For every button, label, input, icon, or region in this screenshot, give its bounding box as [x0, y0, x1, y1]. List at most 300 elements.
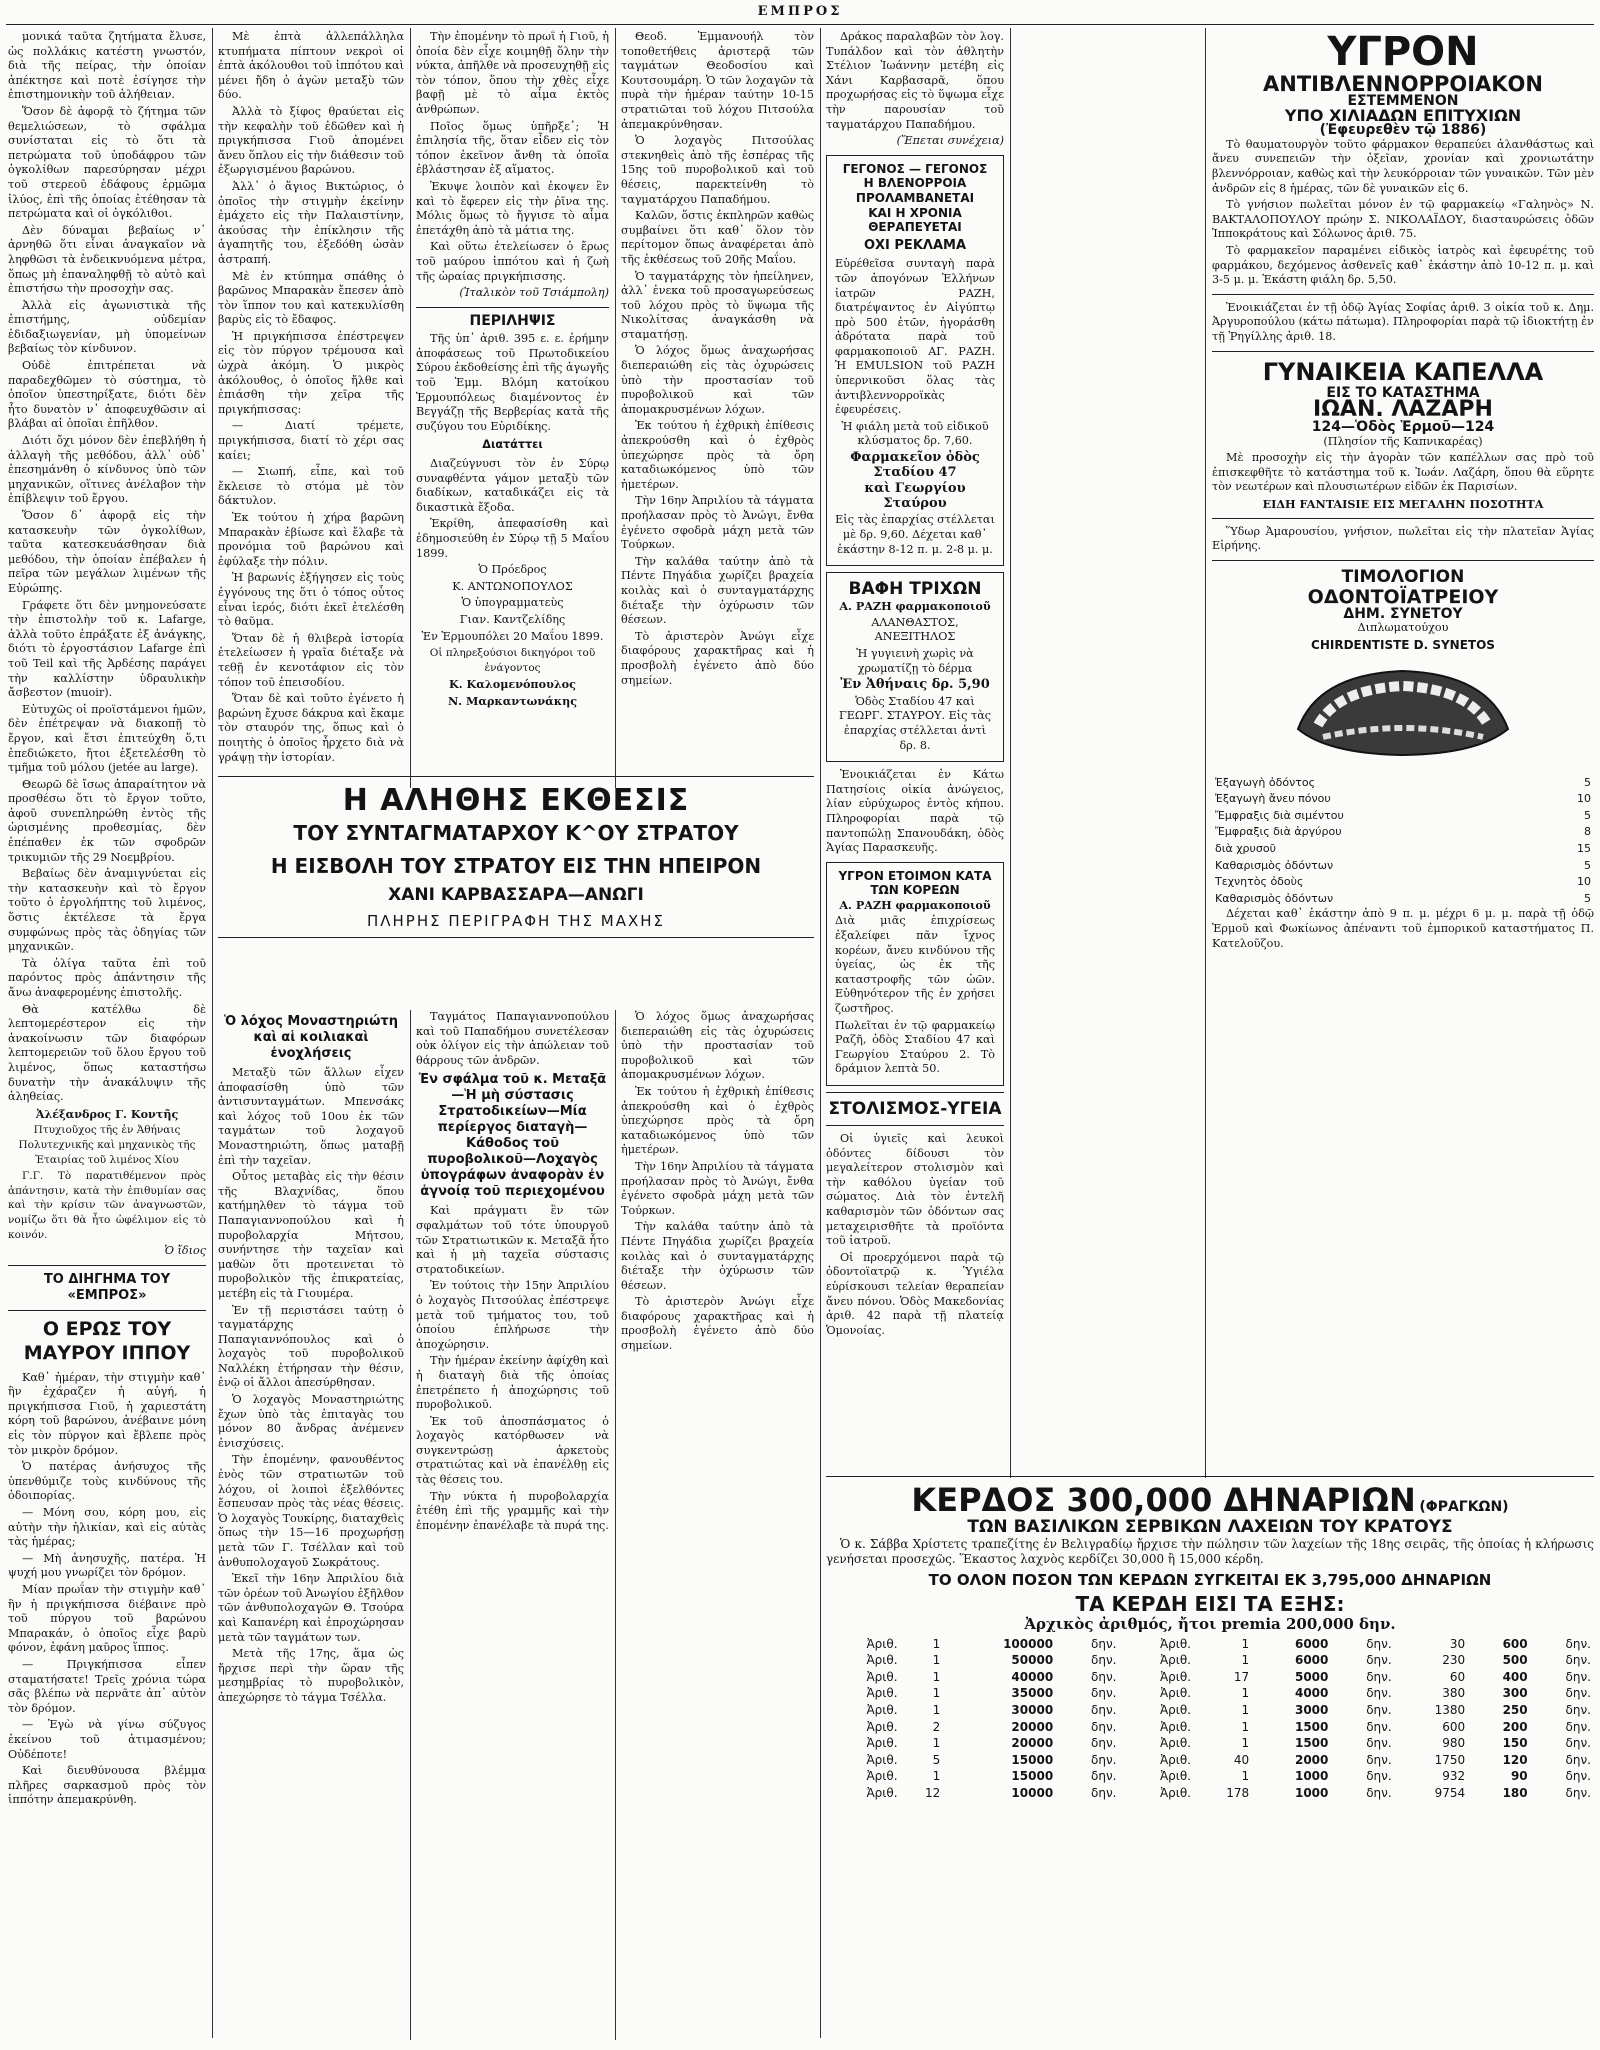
pharmacy-address: Φαρμακεῖον ὁδὸς Σταδίου 47 [850, 450, 980, 480]
prize-cell: 200 [1502, 1719, 1528, 1734]
prize-cell: 230 [1442, 1653, 1466, 1668]
price-value: 5 [1584, 775, 1591, 789]
prize-cell: 1 [1241, 1719, 1250, 1734]
kerdos-ad [826, 1470, 1594, 2040]
lawyer-1: Κ. Καλομενόπουλος [449, 677, 576, 692]
paragraph: Ὅσον δ᾿ ἀφορᾷ εἰς τὴν κατασκευὴν τῶν ὀγκολίθων, ταῦτα κατεσκευάσθησαν διὰ μεθόδου, τὴν ὁποίαν ἐπέβαλεν ἡ πεῖρα τῶν μεγάλων λιμένων τῆς Εὐρώπης. [8, 509, 206, 595]
gegonos-headline-3: ΟΧΙ ΡΕΚΛΑΜΑ [863, 237, 967, 253]
paragraph: Τὸ φαρμακεῖον παραμένει εἰδικὸς ἰατρὸς καὶ ἐφευρέτης τοῦ φαρμάκου, δεχόμενος ἀσθενεῖς καθ᾿ ἑκάστην ἀπὸ 10-12 π. μ. καὶ 3-5 μ. μ. Ἑκάστη φιάλη δρ. 5,50. [1212, 243, 1594, 287]
prize-cell: 35000 [1011, 1686, 1054, 1701]
prize-cell: 150 [1502, 1736, 1528, 1751]
prize-cell: 932 [1442, 1769, 1466, 1784]
stolismos-title: ΣΤΟΛΙΣΜΟΣ-ΥΓΕΙΑ [828, 1099, 1002, 1119]
divider [1212, 351, 1594, 352]
paragraph: Τὴν ἑπομένην, φανουθέντος ἐνὸς τῶν στρατιωτῶν τοῦ λόχου, οἱ λοιποὶ ἐξελθόντες ἔσπευσαν πρὸς τὰς νέας θέσεις. Ὁ λοχαγὸς Τουκίρης, διαταχθεὶς ὅπως τὴν 15—16 προχωρήσῃ μετὰ τῶν Γ. Τσέλλαν καὶ τοῦ ἀνθυπολοχαγοῦ Σωκράτους. [218, 1453, 404, 1569]
paragraph: Διότι ὄχι μόνον δὲν ἐπεβλήθη ἡ ἀλλαγὴ τῆς μεθόδου, ἀλλ᾿ οὐδ᾿ ἐπεσημάνθη ὁ κίνδυνος ὑπὸ τῶν μηχανικῶν, οἵτινες ἀνέλαβον τὴν ἐπίβλεψιν τοῦ ἔργου. [8, 434, 206, 506]
paragraph: Ὅταν δὲ καὶ τοῦτο ἐγένετο ἡ βαρώνη ἔχυσε δάκρυα καὶ ἔκαμε τὸν σταυρόν της, ὅπως καὶ ὁ ποιητὴς ὁ ὁποῖος ἦρχετο διὰ νὰ γράψῃ τὴν ἱστορίαν. [218, 692, 404, 764]
divider [826, 1476, 1594, 1477]
timologio-name-3: CHIRDENTISTE D. SYNETOS [1311, 638, 1495, 653]
prize-cell: δην. [1366, 1653, 1392, 1668]
prize-cell: 10000 [1011, 1785, 1054, 1800]
divider [218, 776, 814, 777]
prize-cell: δην. [1366, 1669, 1392, 1684]
prize-cell: δην. [1091, 1686, 1117, 1701]
prize-cell: δην. [1091, 1719, 1117, 1734]
prize-cell: Ἀριθ. [866, 1636, 898, 1651]
ygron-koreon-body: Διὰ μιᾶς ἐπιχρίσεως ἐξαλείφει πᾶν ἴχνος κορέων, ἄνευ κινδύνου τῆς ὑγείας, ὡς ἐκ τῆς καταστροφῆς τῶν ὠῶν. Εὐθηνότερον τῆς ἐν χρήσει ζωστῆρος. [835, 914, 995, 1016]
price-item: Τεχνητὸς ὀδοὺς [1215, 875, 1304, 889]
prize-cell: 5000 [1294, 1669, 1329, 1684]
gegonos-headline-1: Η ΒΛΕΝΟΡΡΟΙΑ ΠΡΟΛΑΜΒΑΝΕΤΑΙ [855, 176, 975, 205]
paragraph: Ἡ πριγκήπισσα ἐπέστρεψεν εἰς τὸν πύργον τρέμουσα καὶ ὠχρὰ ἀκόμη. Ὁ μικρὸς ἀκόλουθος, ὁ ὁποῖος ἤλθε καὶ ἐπιάσθη τὴν χεῖρα τῆς πριγκήπισσας: [218, 329, 404, 416]
prize-cell: 17 [1233, 1669, 1250, 1684]
prize-cell: 1 [932, 1769, 941, 1784]
timologio-subtitle: ΟΔΟΝΤΟΪΑΤΡΕΙΟΥ [1307, 585, 1499, 608]
price-item: Καθαρισμὸς ὀδόντων [1215, 891, 1334, 905]
battle-column-c [621, 1010, 814, 2040]
kerdos-total: ΤΟ ΟΛΟΝ ΠΟΣΟΝ ΤΩΝ ΚΕΡΔΩΝ ΣΥΓΚΕΙΤΑΙ ΕΚ 3,795,000 ΔΗΝΑΡΙΩΝ [928, 1571, 1492, 1589]
kapela-name: ΙΩΑΝ. ΛΑΖΑΡΗ [1313, 397, 1493, 423]
denture-svg [1278, 659, 1528, 769]
story-kicker: ΤΟ ΔΙΗΓΗΜΑ ΤΟΥ «ΕΜΠΡΟΣ» [43, 1271, 171, 1303]
prize-row [826, 1636, 1594, 1653]
prize-cell: δην. [1565, 1736, 1591, 1751]
kapela-title: ΓΥΝΑΙΚΕΙΑ ΚΑΠΕΛΛΑ [1262, 357, 1544, 386]
prize-row [826, 1652, 1594, 1669]
paragraph: Ἐκ τούτου ἡ χήρα βαρῶνη Μπαρακὰν ἐβίωσε καὶ ἔλαβε τὰ προνόμια τοῦ βαρώνου καὶ ἐφύλαξε τὴν πόλιν. [218, 511, 404, 568]
price-value: 8 [1584, 825, 1591, 839]
column-rule [1205, 28, 1206, 1478]
prize-cell: 15000 [1011, 1752, 1054, 1767]
divider [8, 1310, 206, 1311]
prize-cell: δην. [1366, 1785, 1392, 1800]
paragraph: Ἐκρίθη, ἀπεφασίσθη καὶ ἐδημοσιεύθη ἐν Σύρῳ τῇ 5 Μαΐου 1899. [416, 517, 609, 560]
price-item: διὰ χρυσοῦ [1215, 842, 1276, 855]
paragraph: Ταγμάτος Παπαγιαννοπούλου καὶ τοῦ Παπαδήμου συνετέλεσαν οὐκ ὀλίγον εἰς τὴν ἀπώλειαν τοῦ θάρρους τῶν ἀνδρῶν. [416, 1010, 609, 1067]
column-rule [615, 1010, 616, 2040]
divider [826, 1125, 1004, 1126]
rent-notice-2: Ἐνοικιάζεται ἐν τῇ ὁδῷ Ἁγίας Σοφίας ἀριθ. 3 οἰκία τοῦ κ. Δημ. Ἀργυροπούλου (κάτω πάτωμα). Πληροφορίαι παρὰ τῷ ἰδιοκτήτῃ ἐν τῇ Ῥηγίλλης ἀριθ. 18. [1212, 300, 1594, 343]
prize-cell: 1 [1241, 1636, 1250, 1651]
paragraph: Ὅταν δὲ ἡ θλιβερὰ ἱστορία ἐτελείωσεν ἡ γραῖα διέταξε νὰ τεθῇ ἐν κενοτάφιον εἰς τὸν τόπον τοῦ ἐπεισοδίου. [218, 631, 404, 689]
prize-table [826, 1636, 1594, 1802]
price-item: Ἔμφραξις διὰ ἀργύρου [1215, 825, 1342, 839]
shipping-note: Εἰς τὰς ἐπαρχίας στέλλεται μὲ δρ. 9,60. Δέχεται καθ᾿ ἑκάστην 8-12 π. μ. 2-8 μ. μ. [835, 513, 995, 556]
paragraph: Οὐδὲ ἐπιτρέπεται νὰ παραδεχθῶμεν τὸ σύστημα, τὸ ὁποῖον ὑπεστηρίξατε, διότι δὲν ἦτο δυνατὸν ν᾿ ἀποφευχθῶσιν αἱ βλάβαι αἱ ὁποῖαι ἐπῆλθον. [8, 359, 206, 431]
prize-cell: δην. [1366, 1719, 1392, 1734]
prize-cell: 1000 [1294, 1769, 1329, 1784]
paragraph: Ἐκ τοῦ ἀποσπάσματος ὁ λοχαγὸς κατόρθωσεν νὰ συγκεντρώσῃ ἀρκετοὺς στρατιώτας καὶ νὰ ἐπανέλθῃ εἰς τὰς θέσεις του. [416, 1414, 609, 1487]
paragraph: Θὰ κατέλθω δὲ λεπτομερέστερον εἰς τὴν ἀνακοίνωσιν τῶν διαφόρων λεπτομερειῶν τοῦ ὅλου ἔργου τοῦ λιμένος, ὅπως καταστήσω δυνατὴν τὴν ἀνακάλυψιν τῆς ἀληθείας. [8, 1002, 206, 1104]
denture-illustration [1278, 659, 1528, 769]
prize-cell: Ἀριθ. [1159, 1769, 1191, 1784]
prize-cell: 178 [1226, 1785, 1250, 1800]
kerdos-subtitle: ΤΩΝ ΒΑΣΙΛΙΚΩΝ ΣΕΡΒΙΚΩΝ ΛΑΧΕΙΩΝ ΤΟΥ ΚΡΑΤΟΥΣ [967, 1517, 1453, 1537]
prize-cell: 5 [932, 1752, 941, 1767]
paragraph: Ἐκ τούτου ἡ ἐχθρικὴ ἐπίθεσις ἀπεκρούσθη καὶ ὁ ἐχθρὸς ὑπεχώρησε πρὸς τὰ ὄρη καταδιωκόμενος ὑπὸ τῶν ἡμετέρων. [621, 1084, 814, 1157]
continues-note: (Ἕπεται συνέχεια) [896, 134, 1004, 148]
paragraph: Μετὰ τῆς 17ης, ἅμα ὡς ἤρχισε περὶ τὴν ὥραν τῆς μεσημβρίας τὸ πυροβολικὸν, ἀπεχώρησε τὸ τάγμα Τσέλλα. [218, 1647, 404, 1704]
vafi-ad [826, 572, 1004, 762]
prize-cell: δην. [1565, 1636, 1591, 1651]
ygron-koreon-title: ΥΓΡΟΝ ΕΤΟΙΜΟΝ ΚΑΤΑ ΤΩΝ ΚΟΡΕΩΝ [838, 868, 992, 898]
column-2 [218, 30, 404, 785]
paragraph: Ἐκ τούτου ἡ ἐχθρικὴ ἐπίθεσις ἀπεκρούσθη καὶ ὁ ἐχθρὸς ὑπεχώρησε πρὸς τὰ ὄρη καταδιωκόμενος ὑπὸ τῶν ἡμετέρων. [621, 419, 814, 491]
column-rule [615, 28, 616, 788]
prize-cell: 40000 [1011, 1669, 1054, 1684]
kapela-subtitle: ΕΙΣ ΤΟ ΚΑΤΑΣΤΗΜΑ [1326, 384, 1480, 401]
paragraph: Ὁ λοχαγὸς Μοναστηριώτης ἔχων ὑπὸ τὰς ἐπιταγὰς του μόνον 80 ἄνδρας ἀνέμενεν ἐνισχύσεις. [218, 1393, 404, 1450]
paragraph: Ὁ λοχαγὸς Πιτσούλας στεκνηθεὶς ἀπὸ τῆς ἑσπέρας τῆς 15ης τοῦ πυροβολικοῦ καὶ τοῦ θέσεις, παρεκτείνθη τὸ ταγματάρχου Παπαδήμου. [621, 134, 814, 206]
paragraph: Καὶ οὕτω ἐτελείωσεν ὁ ἔρως τοῦ μαύρου ἱππότου καὶ ἡ ζωὴ τῆς ὡραίας πριγκήπισσης. [416, 240, 609, 283]
signature-name: Ἀλέξανδρος Γ. Κοντῆς [35, 1106, 179, 1121]
price-value: 10 [1577, 792, 1591, 806]
prize-cell: δην. [1091, 1669, 1117, 1684]
price-row [1212, 824, 1594, 841]
price-value: 5 [1584, 808, 1591, 822]
prize-cell: 400 [1502, 1669, 1528, 1684]
prize-cell: δην. [1091, 1785, 1117, 1800]
paragraph: Τὴν 16ην Ἀπριλίου τὰ τάγματα προήλασαν πρὸς τὸ Ἀνώγι, ἔνθα ἐγένετο σφοδρὰ μάχη μετὰ τῶν Τούρκων. [621, 1159, 814, 1217]
price-item: Ἐξαγωγὴ ἄνευ πόνου [1215, 792, 1331, 806]
paragraph: Μίαν πρωΐαν τὴν στιγμὴν καθ᾿ ἣν ἡ πριγκήπισσα διέβαινε πρὸ τοῦ πύργου τοῦ βαρώνου Μπαρακάν, ὁ ὁποῖος εἶχε βαρὺ φόνον, ἐφάνη μαῦρος ἵππος. [8, 1583, 206, 1655]
price-row [1212, 841, 1594, 858]
paragraph: Τὸ γνήσιον πωλεῖται μόνον ἐν τῷ φαρμακείῳ «Γαληνὸς» Ν. ΒΑΚΤΑΛΟΠΟΥΛΟΥ πρώην Σ. ΝΙΚΟΛΑΪΔΟΥ, διασταυρώσεις ὁδῶν Ἱπποκράτους καὶ Σόλωνος ἀριθ. 75. [1212, 198, 1594, 241]
prize-cell: 6000 [1294, 1653, 1329, 1668]
prize-cell: 20000 [1011, 1736, 1054, 1751]
prize-cell: δην. [1091, 1702, 1117, 1717]
paragraph: — Μόνη σου, κόρη μου, εἰς αὐτὴν τὴν ἡλικίαν, καὶ εἰς αὐτὰς τὰς ἡμέρας; [8, 1506, 206, 1549]
prize-cell: 600 [1502, 1636, 1528, 1651]
paragraph: Τὴν ἡμέραν ἐκείνην ἀφίχθη καὶ ἡ διαταγὴ διὰ τῆς ὁποίας ἐπετρέπετο ἡ ἀποχώρησις τοῦ πυροβολικοῦ. [416, 1354, 609, 1412]
ydor-notice: Ὕδωρ Ἀμαρουσίου, γνήσιον, πωλεῖται εἰς τὴν πλατεῖαν Ἁγίας Εἰρήνης. [1212, 524, 1594, 553]
paragraph: Ἀλλ᾿ ὁ ἅγιος Βικτώριος, ὁ ὁποῖος τὴν στιγμὴν ἐκείνην ἐμάχετο εἰς τὴν Παλαιστίνην, ἀκούσας τὴν ἐπίκλησιν τῆς ἀγαπητῆς του, ἐξεδόθη ὡσὰν ἀστραπή. [218, 179, 404, 266]
paragraph: Ὁ λόχος ὅμως ἀναχωρήσας διεπεραιώθη εἰς τὰς ὀχυρώσεις ὑπὸ τὴν προστασίαν τοῦ πυροβολικοῦ καὶ τῶν ἀπομακρυσμένων λόχων. [621, 344, 814, 416]
column-1 [8, 30, 206, 2040]
prize-cell: δην. [1091, 1653, 1117, 1668]
paragraph: Ἀλλὰ τὸ ξίφος θραύεται εἰς τὴν κεφαλὴν τοῦ ἐδῶθεν καὶ ἡ πριγκήπισσα Γιοῦ ἀπομένει ἄνευ ὅπλου εἰς τὴν διάθεσιν τοῦ ἐξωργισμένου βαρώνου. [218, 104, 404, 177]
price-row [1212, 791, 1594, 808]
paragraph: Τὸ θαυματουργὸν τοῦτο φάρμακον θεραπεύει ἀλανθάστως καὶ ἄνευ συνεπειῶν τὴν ὀξεῖαν, χρονίαν καὶ χρονιωτάτην βλεννόρροιαν, καθὼς καὶ τὴν λευκόρροιαν τῶν γυναικῶν. Τῶν μὲν ἀνδρῶν εἰς 8 ἡμέρας, τῶν δὲ γυναικῶν εἰς 6. [1212, 137, 1594, 195]
prize-cell: Ἀριθ. [866, 1785, 898, 1800]
prize-cell: 1 [1241, 1736, 1250, 1751]
paragraph: Τὸ ἀριστερὸν Ἀνώγι εἶχε διαφόρους χαρακτῆρας καὶ ἡ προσβολὴ ἐγένετο ἀπὸ δύο σημείων. [621, 629, 814, 687]
column-ads-1 [826, 30, 1004, 1470]
main-headline [218, 770, 814, 944]
prize-row [826, 1669, 1594, 1686]
prize-row [826, 1685, 1594, 1702]
headline-line-4: ΧΑΝΙ ΚΑΡΒΑΣΣΑΡΑ—ΑΝΩΓΙ [388, 885, 644, 905]
paragraph: Μὲ ἐν κτύπημα σπάθης ὁ βαρῶνος Μπαρακὰν ἔπεσεν ἀπὸ τὸν ἵππον του καὶ κατεκυλίσθη βαρὺς εἰς τὸ ἔδαφος. [218, 269, 404, 327]
prize-cell: 15000 [1011, 1769, 1054, 1784]
prize-cell: 4000 [1294, 1686, 1329, 1701]
prize-row [826, 1785, 1594, 1802]
prize-cell: 1 [1241, 1653, 1250, 1668]
prize-cell: 380 [1442, 1686, 1466, 1701]
perilipsis-title: ΠΕΡΙΛΗΨΙΣ [469, 312, 556, 329]
ygron-year: (Ἐφευρεθὲν τῷ 1886) [1319, 122, 1487, 139]
gegonos-headline-2: ΚΑΙ Η ΧΡΟΝΙΑ ΘΕΡΑΠΕΥΕΤΑΙ [868, 205, 962, 235]
paragraph: Ἐκυψε λοιπὸν καὶ ἐκοψεν ἓν καὶ τὸ ἔφερεν εἰς τὴν ῥῖνα της. Μόλις ὅμως τὸ ἤγγισε τὸ αἷμα ἐπετάχθη ἀπὸ τὰ μάτια της. [416, 179, 609, 237]
prize-cell: 1 [1241, 1686, 1250, 1701]
paragraph: Οὗτος μεταβὰς εἰς τὴν θέσιν τῆς Βλαχνίδας, ὅπου κατήμηλθεν τὸ τάγμα τοῦ Παπαγιαννοπούλου καὶ ἡ πυροβολαρχία Μήτσου, συνήντησε τὴν ταχεῖαν καὶ μαθὼν ὅτι προτεινεται τὸ πυροβολικὸν τῆς ἐπικρατείας, μετέβη εἰς τὰ Γιουμέρα. [218, 1170, 404, 1300]
prize-cell: 180 [1502, 1785, 1528, 1800]
ygron-title: ΥΓΡΟΝ [1327, 30, 1479, 75]
paragraph: μονικά ταῦτα ζητήματα ἔλυσε, ὡς πολλάκις κατέστη γνωστόν, διὰ τῆς πείρας, τὴν ὁποίαν ἀπέκτησε καὶ ποτὲ ἐσίγησε τὴν ἐπιστημονικὴν τοῦ ἀλήθειαν. [8, 30, 206, 102]
prize-cell: 9754 [1434, 1785, 1466, 1800]
divider [1212, 518, 1594, 519]
kerdos-prizes-title: ΤΑ ΚΕΡΔΗ ΕΙΣΙ ΤΑ ΕΞΗΣ: [1075, 1591, 1345, 1616]
prize-cell: Ἀριθ. [866, 1769, 898, 1784]
lawyers-label: Οἱ πληρεξούσιοι δικηγόροι τοῦ ἐνάγοντος [429, 647, 596, 674]
story-source: (Ἰταλικὸν τοῦ Τσιάμπολη) [459, 286, 609, 300]
prize-cell: Ἀριθ. [1159, 1752, 1191, 1767]
paragraph: Ἐν τῇ περιστάσει ταύτῃ ὁ ταγματάρχης Παπαγιαννόπουλος καὶ ὁ λοχαγὸς τοῦ πυροβολικοῦ Ναλλέκη ἐτήρησαν τὴν θέσιν, ἐνῷ οἱ ἄλλοι ἀπεσύρθησαν. [218, 1303, 404, 1390]
prize-cell: δην. [1366, 1702, 1392, 1717]
kerdos-title: ΚΕΡΔΟΣ 300,000 ΔΗΝΑΡΙΩΝ [911, 1481, 1416, 1519]
price-item: Ἐξαγωγὴ ὀδόντος [1215, 775, 1316, 789]
paragraph: Τὴν καλάθα ταύτην ἀπὸ τὰ Πέντε Πηγάδια χωρίζει βραχεία κοιλὰς καὶ ὁ συνταγματάρχης διέταξε τὴν ὀχύρωσιν τῶν θέσεων. [621, 554, 814, 627]
prize-cell: 6000 [1294, 1636, 1329, 1651]
ygron-subtitle-3: ΥΠΟ ΧΙΛΙΑΔΩΝ ΕΠΙΤΥΧΙΩΝ [1284, 105, 1522, 125]
paragraph: — Μὴ ἀνησυχῆς, πατέρα. Ἡ ψυχή μου γνωρίζει τὸν δρόμον. [8, 1551, 206, 1580]
paragraph: Καθ᾿ ἡμέραν, τὴν στιγμὴν καθ᾿ ἣν ἐχάραζεν ἡ αὐγή, ἡ πριγκήπισσα Γιοῦ, ἡ χαριεστάτη κόρη τοῦ βαρώνου, ἀνέβαινε μόνη εἰς τὸν πύργον καὶ ἔβλεπε πρὸς τὸν μικρὸν δρόμον. [8, 1370, 206, 1457]
battle-subhead-1: Ὁ λόχος Μοναστηριώτη καὶ αἱ κοιλιακαὶ ἐνοχλήσεις [224, 1014, 398, 1061]
paragraph: Τὴν καλάθα ταύτην ἀπὸ τὰ Πέντε Πηγάδια χωρίζει βραχεία κοιλὰς καὶ ὁ συνταγματάρχης διέταξε τὴν ὀχύρωσιν τῶν θέσεων. [621, 1220, 814, 1292]
paragraph: Τὴν νύκτα ἡ πυροβολαρχία ἐτέθη ἐπὶ τῆς γραμμῆς καὶ τὴν ἐπομένην ἐπανέλαβε τὰ πυρά της. [416, 1489, 609, 1532]
column-rule [1010, 28, 1011, 1478]
president: Κ. ΑΝΤΩΝΟΠΟΥΛΟΣ [452, 579, 573, 593]
paragraph: Ἀλλὰ εἰς ἀγωνιστικὰ τῆς ἐπιστήμης, οὐδεμίαν ἐδιδαξιωγενίαν, μὴ ὑπομείνων βεβαίως τὸν κίνδυνον. [8, 298, 206, 356]
clerk-label: Ὁ ὑπογραμματεὺς [461, 596, 564, 610]
prize-cell: Ἀριθ. [1159, 1669, 1191, 1684]
prize-cell: Ἀριθ. [866, 1669, 898, 1684]
paragraph: — Πριγκήπισσα εἶπεν σταματήσατε! Τρεῖς χρόνια τώρα σᾶς βλέπω νὰ περνᾶτε ἀπ᾿ αὐτὸν τὸν δρόμον. [8, 1657, 206, 1715]
ygron-subtitle-2: ΕΣΤΕΜΜΕΝΟΝ [1347, 93, 1459, 109]
prize-cell: δην. [1565, 1785, 1591, 1800]
paragraph: Καὶ διευθύνουσα βλέμμα πλῆρες σαρκασμοῦ πρὸς τὸν ἱππότην ἀπεμακρύνθη. [8, 1764, 206, 1807]
postscript: Γ.Γ. Τὸ παρατιθέμενον πρὸς ἀπάντησιν, κατὰ τὴν ἐπιθυμίαν σας καὶ τὴν κρίσιν τῶν ἀναγνωστῶν, νομίζω ὅτι θὰ ἦτο ὠφέλιμον εἰς τὸ κοινόν. [8, 1170, 206, 1241]
prize-cell: 1 [1241, 1702, 1250, 1717]
prize-cell: 2000 [1294, 1752, 1329, 1767]
prize-cell: δην. [1366, 1636, 1392, 1651]
prize-cell: 40 [1233, 1752, 1250, 1767]
prize-cell: δην. [1366, 1769, 1392, 1784]
price-row [1212, 775, 1594, 792]
ygron-subtitle: ΑΝΤΙΒΛΕΝΝΟΡΡΟΙΑΚΟΝ [1263, 72, 1543, 96]
vafi-price: Ἐν Ἀθήναις δρ. 5,90 [840, 677, 990, 693]
prize-cell: 30 [1449, 1636, 1466, 1651]
story-title: Ο ΕΡΩΣ ΤΟΥ ΜΑΥΡΟΥ ΙΠΠΟΥ [23, 1317, 191, 1364]
prize-cell: δην. [1565, 1702, 1591, 1717]
pharmacy-address-2: καὶ Γεωργίου Σταύρου [864, 481, 966, 511]
price-row [1212, 874, 1594, 891]
paragraph: Καὶ πράγματι ἓν τῶν σφαλμάτων τοῦ τότε ὑπουργοῦ τῶν Στρατιωτικῶν κ. Μεταξᾶ ἦτο καὶ ἡ μὴ ταχεῖα σύστασις στρατοδικείων. [416, 1204, 609, 1276]
column-rule [212, 28, 213, 2038]
paragraph: Δὲν δύναμαι βεβαίως ν᾿ ἀρνηθῶ ὅτι εἶναι ἀναγκαῖον νὰ ληφθῶσι τὰ ἐνδεικνυόμενα μέτρα, ὅπως μὴ ἐπαναληφθῇ τὸ αὐτὸ καὶ ἐπιστήσω τὴν προσοχὴν σας. [8, 223, 206, 296]
timologio-name-2: Διπλωματούχου [1357, 621, 1449, 635]
battle-column-a [218, 1010, 404, 2040]
paragraph: Ἐκεῖ τὴν 16ην Ἀπριλίου διὰ τῶν ὀρέων τοῦ Ἀνωγίου ἐξῆλθον τῶν ἀνθυπολοχαγῶν Θ. Τσούρα καὶ Καπανέρη καὶ ἐπροχώρησαν μετὰ τῶν ταγμάτων των. [218, 1572, 404, 1644]
prize-cell: 300 [1502, 1686, 1528, 1701]
prize-cell: δην. [1565, 1669, 1591, 1684]
paragraph: — Ἐγὼ νὰ γίνω σύζυγος ἐκείνου τοῦ ἀτιμασμένου; Οὐδέποτε! [8, 1718, 206, 1761]
paragraph: Οἱ προερχόμενοι παρὰ τῷ ὀδοντοϊατρῷ κ. Ὑγιέλα εὑρίσκουσι τελείαν θεραπείαν ἄνευ πόνου. Ὁδὸς Μακεδονίας ἀριθ. 42 παρὰ τῇ πλατείᾳ Ὁμονοίας. [826, 1250, 1004, 1337]
paragraph: Τὸ ἀριστερὸν Ἀνώγι εἶχε διαφόρους χαρακτῆρας καὶ ἡ προσβολὴ ἐγένετο ἀπὸ δύο σημείων. [621, 1295, 814, 1353]
column-rule [410, 1010, 411, 2040]
prize-cell: δην. [1091, 1769, 1117, 1784]
paragraph: Δράκος παραλαβῶν τὸν λογ. Τυπάλδον καὶ τὸν ἀθλητὴν Στέλιον Ἰωάννην μετέβη εἰς Χάνι Καρβασαρᾶ, ὅπου προχωρήσας εἰς τὸ ὕψωμα εἶχε τὴν παρουσίαν τοῦ ταγματάρχου Παπαδήμου. [826, 30, 1004, 131]
paragraph: Ἡ βαρωνίς ἐξήγησεν εἰς τοὺς ἐγγόνους της ὅτι ὁ τόπος οὗτος εἶναι ἱερός, διότι ἐκεῖ ἐτελέσθη τὸ θαῦμα. [218, 571, 404, 629]
headline-line-5: ΠΛΗΡΗΣ ΠΕΡΙΓΡΑΦΗ ΤΗΣ ΜΑΧΗΣ [366, 912, 666, 930]
lawyer-2: Ν. Μαρκαντωνάκης [447, 693, 578, 708]
divider [826, 1092, 1004, 1093]
vafi-subtitle: ΑΛΑΝΘΑΣΤΟΣ, ΑΝΕΞΙΤΗΛΟΣ [871, 615, 959, 644]
battle-subhead-2: Ἐν σφάλμα τοῦ κ. Μεταξᾶ—Ἡ μὴ σύστασις Στρατοδικείων—Μία περίεργος διαταγὴ—Κάθοδος τοῦ πυροβολικοῦ—Λοχαγὸς ὑπογράφων ἀναφορὰν ἐν ἀγνοίᾳ τοῦ περιεχομένου [418, 1072, 607, 1200]
prize-cell: 1 [932, 1653, 941, 1668]
column-rule [410, 28, 411, 788]
headline-line-3: Η ΕΙΣΒΟΛΗ ΤΟΥ ΣΤΡΑΤΟΥ ΕΙΣ ΤΗΝ ΗΠΕΙΡΟΝ [270, 854, 762, 878]
divider [218, 937, 814, 938]
masthead: ΕΜΠΡΟΣ [757, 4, 843, 19]
prize-cell: δην. [1565, 1769, 1591, 1784]
paragraph: Διαζεύγνυσι τὸν ἐν Σύρῳ συναφθέντα γάμον μεταξὺ τῶν διαδίκων, καταδικάζει εἰς τὰ δικαστικὰ ἔξοδα. [416, 457, 609, 514]
prize-cell: Ἀριθ. [1159, 1785, 1191, 1800]
prize-cell: 1500 [1294, 1736, 1329, 1751]
paragraph: Τῆς ὑπ᾿ ἀριθ. 395 ε. ε. ἐρήμην ἀποφάσεως τοῦ Πρωτοδικείου Σύρου ἐκδοθείσης ἐπὶ τῆς ἀγωγῆς τοῦ Ἐμμ. Βλόμη κατοίκου Ἑρμουπόλεως διαμένοντος ἐν Βεγγάζῃ τῆς Βερβερίας κατὰ τῆς συζύγου του Εὐριδίκης. [416, 332, 609, 433]
prize-cell: 90 [1510, 1769, 1528, 1784]
ygron-koreon-brand: Α. ΡΑΖΗ φαρμακοποιοῦ [839, 897, 991, 912]
kerdos-first-prize: Ἀρχικὸς ἀριθμός, ἤτοι premia 200,000 δην. [1024, 1614, 1396, 1633]
prize-cell: δην. [1565, 1653, 1591, 1668]
paragraph: Ὁ πατέρας ἀνήσυχος τῆς ὑπενθύμιζε τοὺς κινδύνους τῆς ὁδοιπορίας. [8, 1460, 206, 1503]
prize-cell: 12 [925, 1785, 941, 1800]
vafi-body: Ἡ γυγιεινὴ χωρὶς νὰ χρωματίζῃ τὸ δέρμα [856, 646, 974, 675]
prize-cell: 1380 [1434, 1702, 1466, 1717]
prize-cell: Ἀριθ. [866, 1719, 898, 1734]
price-list [1212, 775, 1594, 908]
prize-cell: δην. [1565, 1719, 1591, 1734]
prize-cell: 100000 [1003, 1636, 1054, 1651]
divider [416, 307, 609, 308]
prize-cell: Ἀριθ. [866, 1752, 898, 1767]
prize-cell: 2 [932, 1719, 941, 1734]
vafi-brand: Α. ΡΑΖΗ φαρμακοποιοῦ [839, 599, 991, 614]
prize-cell: 120 [1502, 1752, 1528, 1767]
paragraph: Θεοδ. Ἐμμανουήλ τὸν τοποθετήθεις ἀριστερᾷ τῶν ταγμάτων Θεοδοσίου καὶ Κουτσουμάρη. Ὁ τῶν λοχαγῶν τὰ πυρὰ τὴν ἡμέραν ταύτην 10-15 στρατιῶται τοῦ λόχου Πιτσούλα ἀπεμακρύνθησαν. [621, 30, 814, 131]
price-row [1212, 858, 1594, 875]
kapela-fantasy: ΕΙΔΗ FANTAISIE ΕΙΣ ΜΕΓΑΛΗΝ ΠΟΣΟΤΗΤΑ [1262, 497, 1544, 512]
prize-cell: δην. [1091, 1752, 1117, 1767]
paragraph: Γράφετε ὅτι δὲν μνημονεύσατε τὴν ἐπιστολὴν τοῦ κ. Lafarge, ἀλλὰ τοῦτο ἐπράξατε ἐξ ἀνάγκης, διότι τὸ ἐργοστάσιον Lafarge ἐπὶ τοῦ Teil καὶ τῆς Ἀρδέσης παράγει τὴν καλλίστην ὑδραυλικὴν ἄσβεστον (muoir). [8, 598, 206, 700]
paragraph: Καλῶν, ὅστις ἐκπληρῶν καθὼς συμβαίνει ὅτι καθ᾿ ὅλον τὸν περίτομον ὅπως ἀναφέρεται ἀπὸ τῆς ἐκθέσεως τοῦ 20ῆς Μαΐου. [621, 209, 814, 266]
gegonos-title: ΓΕΓΟΝΟΣ — ΓΕΓΟΝΟΣ [842, 161, 988, 176]
column-3 [416, 30, 609, 785]
timologio-name: ΔΗΜ. ΣΥΝΕΤΟΥ [1343, 605, 1463, 622]
divider [1212, 294, 1594, 295]
prize-cell: δην. [1565, 1752, 1591, 1767]
prize-cell: 600 [1442, 1719, 1466, 1734]
paragraph: Οἱ ὑγιεῖς καὶ λευκοὶ ὀδόντες δίδουσι τὸν μεγαλείτερον στολισμὸν καὶ τὴν καθόλου ὑγείαν τοῦ σώματος. Διὰ τὸν ἐντελῆ καθαρισμὸν τῶν ὀδόντων σας μεταχειρισθῆτε τὰ προϊόντα τοῦ ἰατροῦ. [826, 1132, 1004, 1248]
ygron-koreon-ad [826, 862, 1004, 1086]
price-row [1212, 891, 1594, 908]
prize-cell: δην. [1565, 1686, 1591, 1701]
prize-cell: 1 [932, 1702, 941, 1717]
prize-cell: 60 [1449, 1669, 1466, 1684]
president-label: Ὁ Πρόεδρος [478, 563, 547, 577]
prize-cell: Ἀριθ. [1159, 1736, 1191, 1751]
prize-cell: Ἀριθ. [866, 1686, 898, 1701]
kerdos-body: Ὁ κ. Σάββα Χρίστετς τραπεζίτης ἐν Βελιγραδίῳ ἤρχισε τὴν πώλησιν τῶν λαχείων τῆς 18ης σειρᾶς, τῆς ὁποίας ἡ κλήρωσις γενήσεται προσεχῶς. Ἕκαστος λαχνὸς κερδίζει 30,000 ἢ 15,000 κέρδη. [826, 1537, 1594, 1566]
paragraph: Ποῖος ὅμως ὑπῆρξε᾿; Ἡ ἐπιλησία τῆς, ὅταν εἶδεν εἰς τὸν τόπον ἐκεῖνον ἄνθη τὰ ὁποῖα ἐβλάστησαν ἐξ αἵματος. [416, 119, 609, 177]
column-ads-2 [1212, 30, 1594, 1470]
paragraph: Μὲ ἑπτὰ ἀλλεπάλληλα κτυπήματα πίπτουν νεκροὶ οἱ ἐπτὰ ἀκόλουθοι τοῦ ἱππότου καὶ μένει ἤδη ὁ ἀγὼν μεταξὺ τῶν δύο. [218, 30, 404, 102]
kapela-body: Μὲ προσοχὴν εἰς τὴν ἀγορὰν τῶν καπέλλων σας πρὸ τοῦ ἐπισκεφθῆτε τὸ κατάστημα τοῦ κ. Ἰωάν. Λαζάρη, ὅπου θὰ εὕρητε τὸν νεωτέρων καὶ πλουσιωτέρων εἰδῶν ἐκ Παρισίων. [1212, 451, 1594, 494]
headline-line-2: ΤΟΥ ΣΥΝΤΑΓΜΑΤΑΡΧΟΥ Κ^ΟΥ ΣΤΡΑΤΟΥ [293, 821, 739, 845]
prize-cell: 30000 [1011, 1702, 1054, 1717]
diatasso-title: Διατάττει [482, 438, 543, 452]
gegonos-price: Ἡ φιάλη μετὰ τοῦ εἰδικοῦ κλύσματος δρ. 7,60. [841, 419, 989, 448]
prize-cell: Ἀριθ. [1159, 1686, 1191, 1701]
timologio-body: Δέχεται καθ᾿ ἑκάστην ἀπὸ 9 π. μ. μέχρι 6 μ. μ. παρὰ τῇ ὁδῷ Ἑρμοῦ καὶ Φωκίωνος ἀπέναντι τοῦ ἐμπορικοῦ καταστήματος Π. Κατελοῦζου. [1212, 907, 1594, 950]
prize-cell: 1 [932, 1636, 941, 1651]
prize-cell: 20000 [1011, 1719, 1054, 1734]
kerdos-title-sub: (ΦΡΑΓΚΩΝ) [1419, 1499, 1509, 1515]
prize-cell: δην. [1091, 1736, 1117, 1751]
column-rule [820, 28, 821, 2038]
kerdos-header [826, 1483, 1594, 1517]
timologio-title: ΤΙΜΟΛΟΓΙΟΝ [1341, 566, 1465, 587]
top-rule [6, 24, 1594, 25]
prize-cell: δην. [1366, 1752, 1392, 1767]
prize-cell: 3000 [1294, 1702, 1329, 1717]
kapela-address: 124—Ὁδὸς Ἑρμοῦ—124 [1311, 419, 1495, 436]
vafi-title: ΒΑΦΗ ΤΡΙΧΩΝ [848, 579, 982, 600]
paragraph: Εὐτυχῶς οἱ προϊστάμενοι ἡμῶν, δὲν ἐπέτρεψαν νὰ διακοπῇ τὸ ἔργον, καὶ ἔτσι ἐπιτεύχθη ὅ,τι ἐπεδιώκετο, ἤτοι ἐξετελέσθη τὸ τμῆμα τοῦ μόλου (jetée au large). [8, 702, 206, 775]
prize-cell: 980 [1442, 1736, 1466, 1751]
prize-cell: 1500 [1294, 1719, 1329, 1734]
price-value: 5 [1584, 858, 1591, 872]
prize-cell: δην. [1091, 1636, 1117, 1651]
column-4 [621, 30, 814, 785]
prize-cell: δην. [1366, 1686, 1392, 1701]
paragraph: Ὁ ταγματάρχης τὸν ἠπείληνεν, ἀλλ᾿ ἐνεκα τοῦ προσαγωρεύσεως τοῦ λόχου πρὸς τὸ ὕψωμα τῆς Νικολίτσας ἀναγκάσθη νὰ σταματήσῃ. [621, 269, 814, 341]
price-item: Ἔμφραξις διὰ σιμέντου [1215, 808, 1344, 822]
prize-cell: Ἀριθ. [1159, 1702, 1191, 1717]
prize-row [826, 1768, 1594, 1785]
price-value: 10 [1577, 875, 1591, 889]
paragraph: Θεωρῶ δὲ ἴσως ἀπαραίτητον νὰ προσθέσω ὅτι τὸ ἔργον τοῦτο, ἀφοῦ συνεπληρώθη ἐντὸς τῆς ὡρισμένης προθεσμίας, δὲν ἐπέπαθεν ἐκ τῶν σφοδρῶν τρικυμιῶν τῆς 29 Νοεμβρίου. [8, 777, 206, 864]
battle-column-b [416, 1010, 609, 2040]
signature-title: Πτυχιοῦχος τῆς ἐν Ἀθήναις Πολυτεχνικῆς καὶ μηχανικὸς τῆς Ἑταιρίας τοῦ λιμένος Χίου [18, 1124, 196, 1166]
rent-notice: Ἐνοικιάζεται ἐν Κάτω Πατησίοις οἰκία ἀνώγειος, λίαν εὐρύχωρος ἐντὸς κήπου. Πληροφορίαι παρὰ τῷ παντοπώλῃ Σπανουδάκη, ὁδὸς Ἁγίας Παρασκευῆς. [826, 768, 1004, 855]
prize-cell: Ἀριθ. [1159, 1653, 1191, 1668]
prize-cell: 500 [1502, 1653, 1528, 1668]
prize-cell: 250 [1502, 1702, 1528, 1717]
paragraph: Μεταξὺ τῶν ἄλλων εἶχεν ἀποφασίσθη ὑπὸ τῶν ἀντισυνταγμάτων. Μπενσάκς καὶ λόχος τοῦ 10ου ἐκ τῶν ταγμάτων τοῦ λοχαγοῦ Μοναστηριώτη, ὅπως ματαβῇ ἐπὶ τὴν ταχεῖαν. [218, 1066, 404, 1167]
prize-cell: Ἀριθ. [866, 1736, 898, 1751]
vafi-address: Ὁδὸς Σταδίου 47 καὶ ΓΕΩΡΓ. ΣΤΑΥΡΟΥ. Εἰς τὰς ἐπαρχίας στέλλεται ἀντὶ δρ. 8. [838, 694, 992, 752]
place-date: Ἐν Ἑρμουπόλει 20 Μαΐου 1899. [421, 629, 604, 643]
prize-cell: δην. [1366, 1736, 1392, 1751]
prize-row [826, 1702, 1594, 1719]
divider [1212, 560, 1594, 561]
paragraph: Βεβαίως δὲν ἀναμιγνύεται εἰς τὴν κατασκευὴν καὶ τὸ ἔργον τοῦτο ὁ ἐργολήπτης τοῦ λιμένος, ὅστις ἐκτέλεσε τὰ ἔργα συμφώνως πρὸς τὰς ὁδηγίας τῶν μηχανικῶν. [8, 867, 206, 954]
prize-cell: 1 [932, 1669, 941, 1684]
price-row [1212, 808, 1594, 825]
prize-row [826, 1752, 1594, 1769]
gegonos-ad [826, 155, 1004, 566]
